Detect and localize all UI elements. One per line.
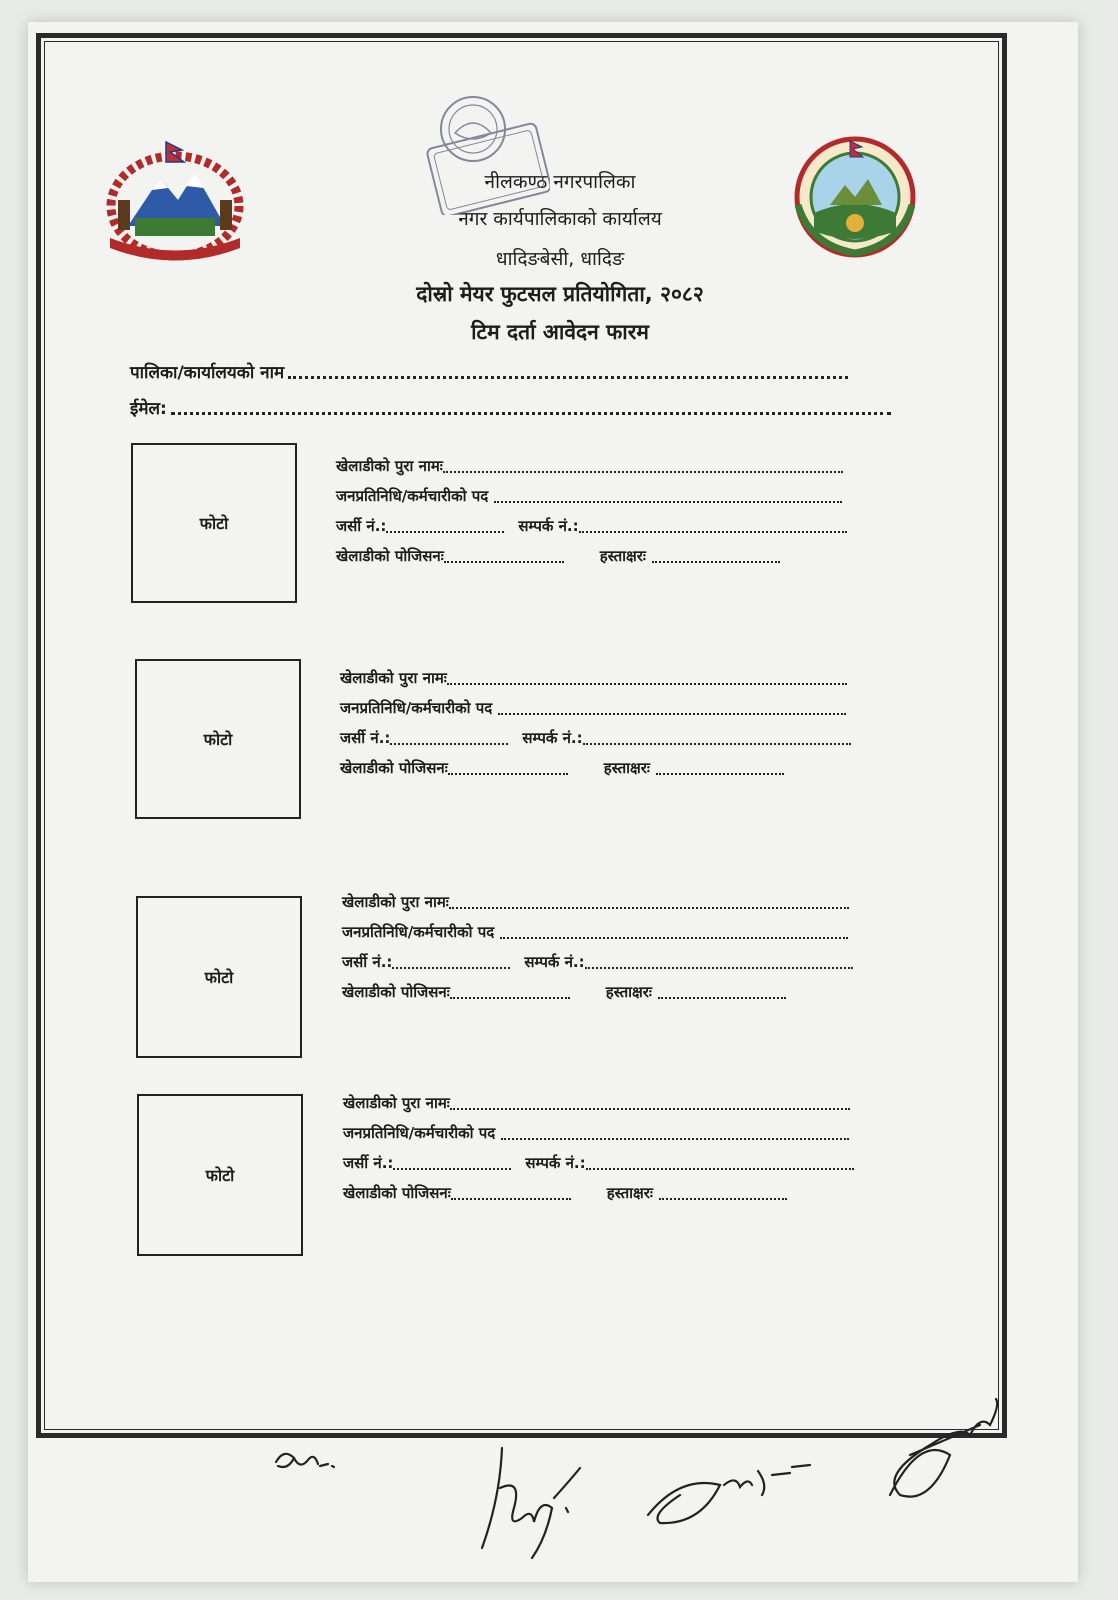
designation-field[interactable] [340, 698, 846, 718]
jersey-contact-row [340, 728, 851, 748]
player-photo-box[interactable] [136, 896, 302, 1058]
jersey-no-label: जर्सी नं.: [342, 953, 393, 971]
contact-no-blank[interactable] [585, 967, 853, 969]
signature-label: हस्ताक्षरः [605, 983, 652, 1001]
signature-label: हस्ताक्षरः [599, 547, 646, 565]
signature-blank[interactable] [656, 773, 784, 775]
position-blank[interactable] [450, 997, 570, 999]
player-name-label: खेलाडीको पुरा नामः [343, 1094, 450, 1112]
designation-label: जनप्रतिनिधि/कर्मचारीको पद [342, 923, 495, 941]
designation-label: जनप्रतिनिधि/कर्मचारीको पद [343, 1124, 496, 1142]
contact-no-blank[interactable] [583, 743, 851, 745]
designation-label: जनप्रतिनिधि/कर्मचारीको पद [340, 699, 493, 717]
position-signature-row [336, 546, 780, 566]
player-name-field[interactable] [342, 892, 849, 912]
office-seal-stamp [425, 95, 550, 219]
designation-blank[interactable] [498, 713, 846, 715]
position-blank[interactable] [448, 773, 568, 775]
handwritten-signature-4 [870, 1395, 1010, 1519]
office-name-label: पालिका/कार्यालयको नाम [130, 363, 285, 383]
designation-blank[interactable] [500, 937, 848, 939]
player-name-label: खेलाडीको पुरा नामः [340, 669, 447, 687]
jersey-no-blank[interactable] [392, 967, 510, 969]
email-label: ईमेल: [130, 399, 167, 419]
position-blank[interactable] [451, 1198, 571, 1200]
player-name-blank[interactable] [450, 1108, 850, 1110]
header-municipality-name: नीलकण्ठ नगरपालिका [484, 171, 636, 193]
contact-no-label: सम्पर्क नं.: [524, 953, 585, 971]
jersey-no-blank[interactable] [386, 531, 504, 533]
jersey-no-blank[interactable] [390, 743, 508, 745]
jersey-no-label: जर्सी नं.: [336, 517, 387, 535]
jersey-no-blank[interactable] [393, 1168, 511, 1170]
header-address: धादिङबेसी, धादिङ [495, 248, 625, 270]
office-name-blank[interactable] [288, 376, 848, 379]
player-name-label: खेलाडीको पुरा नामः [342, 893, 449, 911]
contact-no-label: सम्पर्क नं.: [522, 729, 583, 747]
contact-no-blank[interactable] [579, 531, 847, 533]
position-label: खेलाडीको पोजिसनः [343, 1184, 451, 1202]
player-name-field[interactable] [340, 668, 847, 688]
signature-blank[interactable] [652, 561, 780, 563]
player-name-field[interactable] [336, 456, 843, 476]
position-label: खेलाडीको पोजिसनः [336, 547, 444, 565]
jersey-contact-row [343, 1153, 854, 1173]
position-signature-row [340, 758, 784, 778]
player-photo-box[interactable] [137, 1094, 303, 1256]
designation-field[interactable] [343, 1123, 849, 1143]
position-signature-row [342, 982, 786, 1002]
email-blank[interactable] [171, 412, 891, 415]
competition-title: दोस्रो मेयर फुटसल प्रतियोगिता, २०८२ [416, 282, 704, 306]
email-field[interactable] [130, 396, 891, 419]
designation-label: जनप्रतिनिधि/कर्मचारीको पद [336, 487, 489, 505]
handwritten-signature-3 [640, 1455, 830, 1539]
office-name-field[interactable] [130, 360, 848, 383]
designation-field[interactable] [342, 922, 848, 942]
signature-blank[interactable] [659, 1198, 787, 1200]
jersey-contact-row [336, 516, 847, 536]
position-label: खेलाडीको पोजिसनः [340, 759, 448, 777]
contact-no-label: सम्पर्क नं.: [518, 517, 579, 535]
player-name-blank[interactable] [447, 683, 847, 685]
handwritten-signature-2 [462, 1438, 592, 1572]
designation-blank[interactable] [494, 501, 842, 503]
jersey-no-label: जर्सी नं.: [340, 729, 391, 747]
contact-no-blank[interactable] [586, 1168, 854, 1170]
form-title: टिम दर्ता आवेदन फारम [471, 320, 649, 344]
jersey-contact-row [342, 952, 853, 972]
position-signature-row [343, 1183, 787, 1203]
photo-label: फोटो [204, 968, 234, 987]
designation-blank[interactable] [501, 1138, 849, 1140]
designation-field[interactable] [336, 486, 842, 506]
signature-blank[interactable] [658, 997, 786, 999]
photo-label: फोटो [205, 1166, 235, 1185]
header-office-name: नगर कार्यपालिकाको कार्यालय [458, 208, 662, 230]
nepal-emblem-icon [100, 138, 250, 267]
player-photo-box[interactable] [131, 443, 297, 603]
handwritten-signature-1 [270, 1440, 350, 1484]
contact-no-label: सम्पर्क नं.: [525, 1154, 586, 1172]
photo-label: फोटो [199, 514, 229, 533]
player-name-blank[interactable] [449, 907, 849, 909]
signature-label: हस्ताक्षरः [603, 759, 650, 777]
player-name-label: खेलाडीको पुरा नामः [336, 457, 443, 475]
player-name-blank[interactable] [443, 471, 843, 473]
jersey-no-label: जर्सी नं.: [343, 1154, 394, 1172]
player-photo-box[interactable] [135, 659, 301, 819]
position-blank[interactable] [444, 561, 564, 563]
player-name-field[interactable] [343, 1093, 850, 1113]
signature-label: हस्ताक्षरः [606, 1184, 653, 1202]
position-label: खेलाडीको पोजिसनः [342, 983, 450, 1001]
photo-label: फोटो [203, 730, 233, 749]
